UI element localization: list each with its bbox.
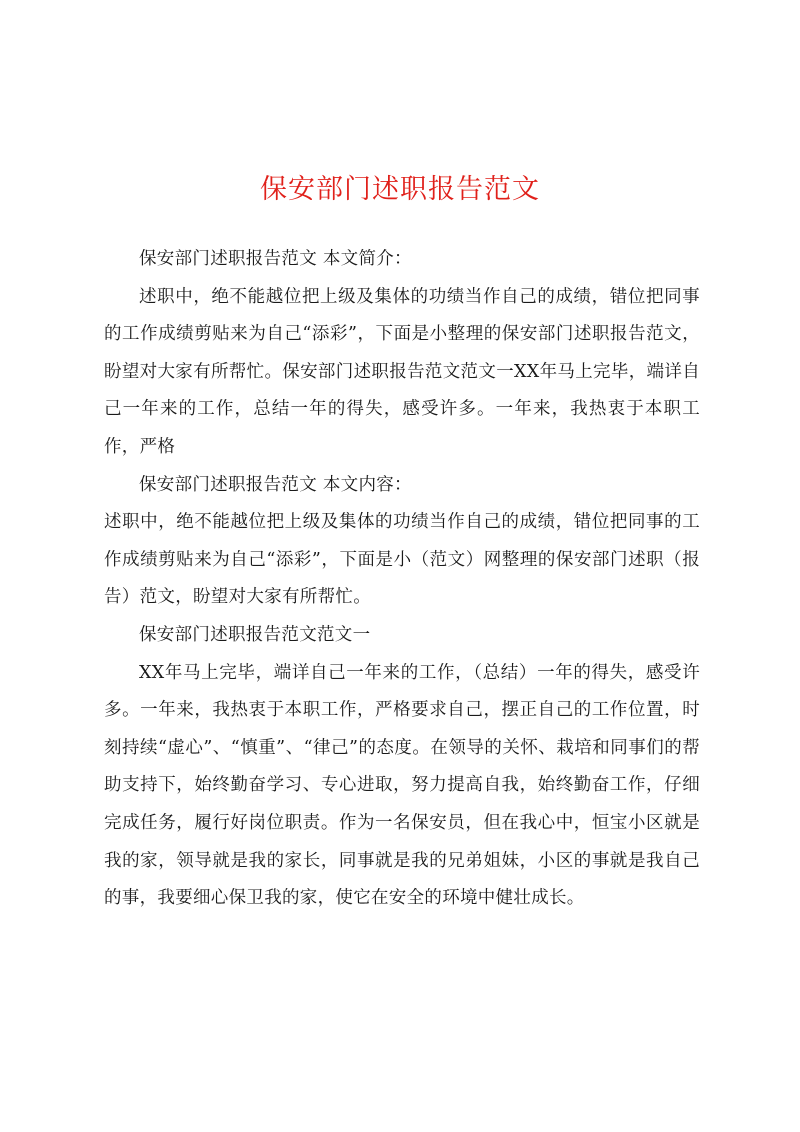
content-intro-paragraph: 述职中，绝不能越位把上级及集体的功绩当作自己的成绩，错位把同事的工作成绩剪贴来为自己“添彩”，下面是小（范文）网整理的保安部门述职（报告）范文，盼望对大家有所帮忙。 — [104, 512, 700, 608]
summary-heading: 保安部门述职报告范文 本文简介： — [139, 249, 412, 269]
content-heading: 保安部门述职报告范文 本文内容： — [139, 474, 412, 495]
sample-one-paragraph: XX年马上完毕，端详自己一年来的工作，（总结）一年的得失，感受许多。一年来，我热衷于本职工作，严格要求自己，摆正自己的工作位置，时刻持续“虚心”、“慎重”、“律己”的态度。在领导的关怀、栽培和同事们的帮助支持下，始终勤奋学习、专心进取，努力提高自我，始终勤奋工作，仔细完成任务，履行好岗位职责。作为一名保安员，但在我心中，恒宝小区就是我的家，领导就是我的家长，同事就是我的兄弟姐妹，小区的事就是我自己的事，我要细心保卫我的家，使它在安全的环境中健壮成长。 — [104, 662, 700, 909]
document-body — [104, 241, 700, 918]
summary-paragraph: 述职中，绝不能越位把上级及集体的功绩当作自己的成绩，错位把同事的工作成绩剪贴来为自己“添彩”，下面是小整理的保安部门述职报告范文，盼望对大家有所帮忙。保安部门述职报告范文范文一XX年马上完毕，端详自己一年来的工作，总结一年的得失，感受许多。一年来，我热衷于本职工作，严格 — [104, 286, 700, 457]
document-title: 保安部门述职报告范文 — [260, 174, 540, 205]
sample-one-heading: 保安部门述职报告范文范文一 — [139, 624, 371, 645]
